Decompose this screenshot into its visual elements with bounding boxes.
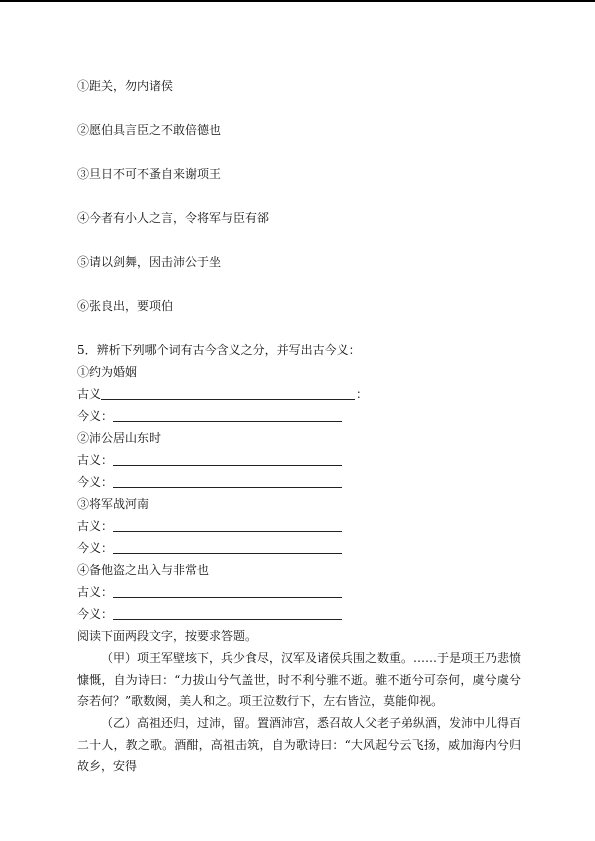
page-top-border bbox=[0, 0, 595, 2]
sentence-item-3: ③旦日不可不蚤自来谢项王 bbox=[77, 167, 222, 181]
q5-phrase-2: ②沛公居山东时 bbox=[77, 431, 162, 445]
gu-label-2: 古义： bbox=[77, 453, 114, 467]
jin-label-4: 今义： bbox=[77, 607, 114, 621]
sentence-item-6: ⑥张良出，要项伯 bbox=[77, 299, 174, 313]
q5-phrase-4: ④备他盗之出入与非常也 bbox=[77, 563, 210, 577]
jin-answer-blank-2[interactable] bbox=[113, 487, 342, 488]
gu-label-3: 古义： bbox=[77, 519, 114, 533]
q5-phrase-1: ①约为婚姻 bbox=[77, 365, 138, 379]
gu-answer-blank-4[interactable] bbox=[113, 597, 342, 598]
jin-answer-blank-1[interactable] bbox=[113, 421, 342, 422]
gu-answer-blank-2[interactable] bbox=[113, 465, 342, 466]
jin-answer-blank-4[interactable] bbox=[113, 619, 342, 620]
passage-yi: （乙）高祖还归，过沛，留。置酒沛宫，悉召故人父老子弟纵酒，发沛中儿得百二十人，教之歌。酒酣，高祖击筑，自为歌诗曰：“大风起兮云飞扬，威加海内兮归故乡，安得 bbox=[77, 716, 522, 773]
gu-answer-blank-3[interactable] bbox=[113, 531, 342, 532]
gu-label-4: 古义： bbox=[77, 585, 114, 599]
sentence-item-2: ②愿伯具言臣之不敢倍德也 bbox=[77, 123, 222, 137]
q5-gu-row-1 bbox=[77, 386, 101, 402]
reading-instruction: 阅读下面两段文字，按要求答题。 bbox=[77, 629, 258, 643]
gu-answer-blank-1[interactable] bbox=[101, 399, 355, 400]
jin-answer-blank-3[interactable] bbox=[113, 553, 342, 554]
question5-prompt: 5．辨析下列哪个词有古今含义之分，并写出古今义： bbox=[77, 343, 361, 357]
jin-label-2: 今义： bbox=[77, 475, 114, 489]
q5-phrase-3: ③将军战河南 bbox=[77, 497, 150, 511]
gu-trailing-colon-1: ： bbox=[356, 387, 369, 401]
sentence-item-5: ⑤请以剑舞，因击沛公于坐 bbox=[77, 255, 222, 269]
gu-label: 古义 bbox=[77, 387, 102, 401]
sentence-item-1: ①距关，勿内诸侯 bbox=[77, 79, 174, 93]
jin-label-3: 今义： bbox=[77, 541, 114, 555]
passage-jia: （甲）项王军壁垓下，兵少食尽，汉军及诸侯兵围之数重。……于是项王乃悲愤慷慨，自为诗曰：“力拔山兮气盖世，时不利兮骓不逝。骓不逝兮可奈何，虞兮虞兮奈若何？”歌数阕，美人和之。项王泣数行下，左右皆泣，莫能仰视。 bbox=[77, 651, 522, 708]
sentence-item-4: ④今者有小人之言，令将军与臣有郤 bbox=[77, 211, 270, 225]
jin-label-1: 今义： bbox=[77, 409, 114, 423]
